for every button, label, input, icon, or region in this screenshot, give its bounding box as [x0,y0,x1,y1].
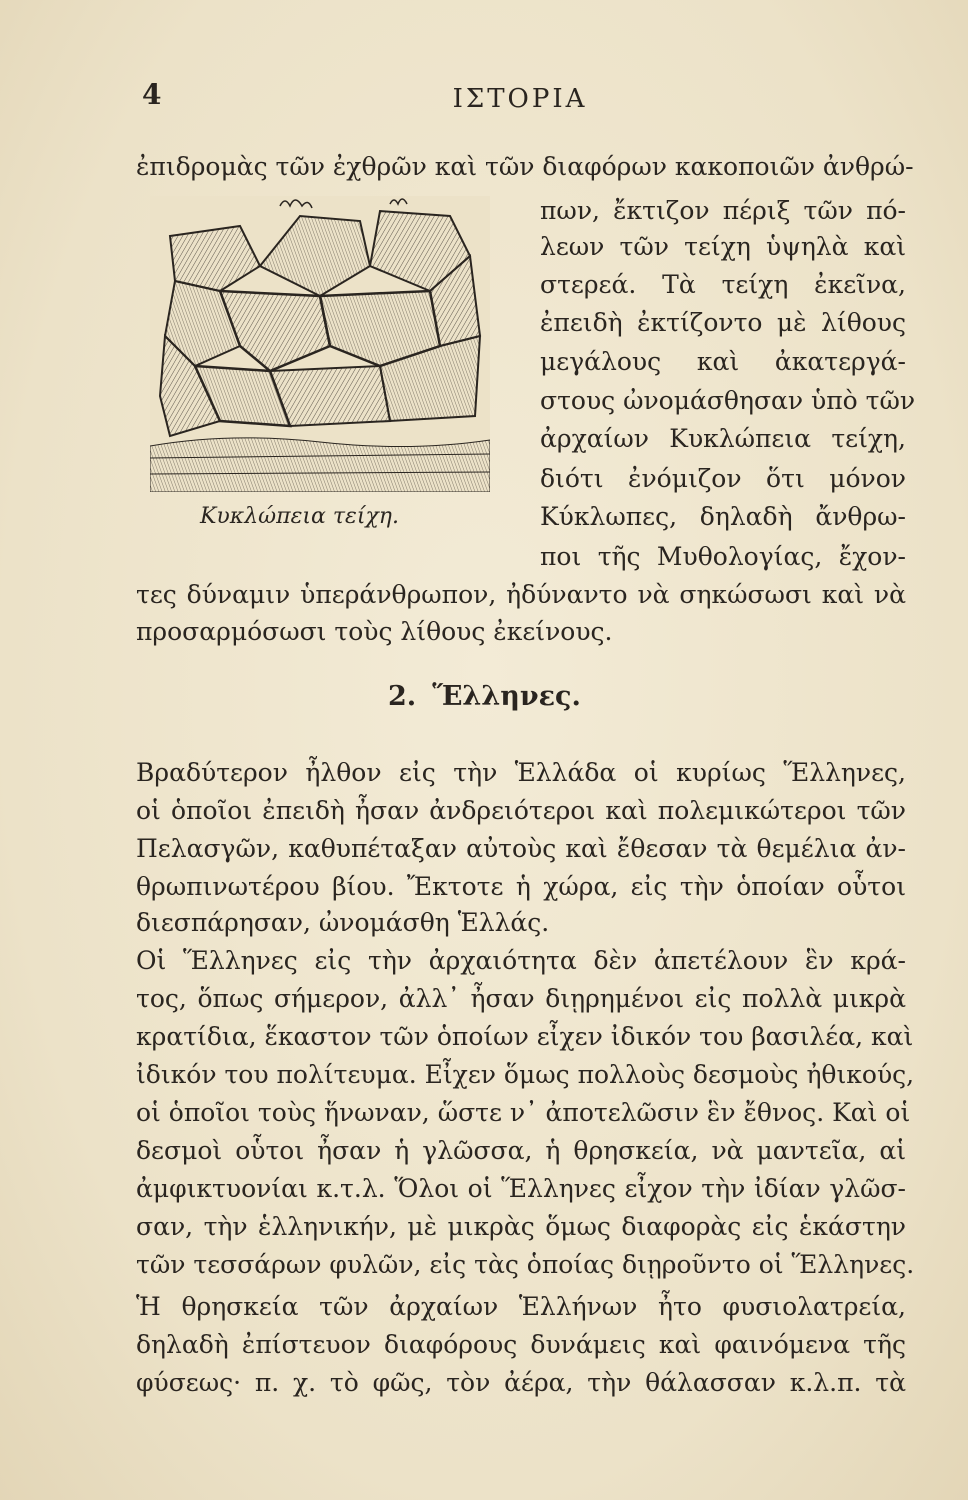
text-line: στερεά. Τὰ τείχη ἐκεῖνα, [540,270,906,299]
figure-caption: Κυκλώπεια τείχη. [200,504,399,529]
text-line: τες δύναμιν ὑπεράνθρωπον, ἠδύναντο νὰ σηκώσωσι καὶ νὰ [136,580,906,609]
text-line: σαν, τὴν ἑλληνικήν, μὲ μικρὰς ὅμως διαφορὰς εἰς ἑκάστην [136,1212,906,1241]
text-line: θρωπινωτέρου βίου. Ἔκτοτε ἡ χώρα, εἰς τὴν ὁποίαν οὗτοι [136,872,906,901]
section-title: Ἕλληνες. [432,681,581,712]
text-line: κρατίδια, ἕκαστον τῶν ὁποίων εἶχεν ἰδικόν του βασιλέα, καὶ [136,1022,914,1051]
text-line: Πελασγῶν, καθυπέταξαν αὐτοὺς καὶ ἔθεσαν τὰ θεμέλια ἀν- [136,834,906,863]
text-line: Ἡ θρησκεία τῶν ἀρχαίων Ἑλλήνων ἦτο φυσιολατρεία, [136,1292,906,1321]
text-line: τος, ὅπως σήμερον, ἀλλ᾽ ἦσαν διῃρημένοι εἰς πολλὰ μικρὰ [136,984,906,1013]
text-line: Βραδύτερον ἦλθον εἰς τὴν Ἑλλάδα οἱ κυρίως Ἕλληνες, [136,758,906,787]
text-line: προσαρμόσωσι τοὺς λίθους ἐκείνους. [136,617,613,646]
section-heading [388,681,581,712]
text-line: διότι ἐνόμιζον ὅτι μόνον [540,464,906,493]
text-line: Κύκλωπες, δηλαδὴ ἄνθρω- [540,502,906,531]
text-line: δεσμοὶ οὗτοι ἦσαν ἡ γλῶσσα, ἡ θρησκεία, νὰ μαντεῖα, αἱ [136,1136,906,1165]
text-line: Οἱ Ἕλληνες εἰς τὴν ἀρχαιότητα δὲν ἀπετέλουν ἓν κρά- [136,946,906,975]
text-line: ἀμφικτυονίαι κ.τ.λ. Ὅλοι οἱ Ἕλληνες εἶχον τὴν ἰδίαν γλῶσ- [136,1174,906,1203]
text-line: στους ὠνομάσθησαν ὑπὸ τῶν [540,386,916,415]
text-line: οἱ ὁποῖοι τοὺς ἥνωναν, ὥστε ν᾽ ἀποτελῶσιν ἓν ἔθνος. Καὶ οἱ [136,1098,911,1127]
section-number: 2. [388,681,417,712]
text-line: ποι τῆς Μυθολογίας, ἔχον- [540,542,906,571]
text-line: πων, ἔκτιζον πέριξ τῶν πό- [540,196,906,225]
text-line: οἱ ὁποῖοι ἐπειδὴ ἦσαν ἀνδρειότεροι καὶ πολεμικώτεροι τῶν [136,796,906,825]
text-line: φύσεως· π. χ. τὸ φῶς, τὸν ἀέρα, τὴν θάλασσαν κ.λ.π. τὰ [136,1368,906,1397]
running-head: ΙΣΤΟΡΙΑ [452,84,588,114]
text-line: ἐπειδὴ ἐκτίζοντο μὲ λίθους [540,308,906,337]
text-line: μεγάλους καὶ ἀκατεργά- [540,347,906,376]
text-line: ἀρχαίων Κυκλώπεια τείχη, [540,424,906,453]
cyclopean-walls-illustration [150,196,490,492]
text-line: ἐπιδρομὰς τῶν ἐχθρῶν καὶ τῶν διαφόρων κακοποιῶν ἀνθρώ- [136,152,914,181]
text-line: λεων τῶν τείχη ὑψηλὰ καὶ [540,232,906,261]
text-line: τῶν τεσσάρων φυλῶν, εἰς τὰς ὁποίας διῃροῦντο οἱ Ἕλληνες. [136,1250,915,1279]
text-line: ἰδικόν του πολίτευμα. Εἶχεν ὅμως πολλοὺς δεσμοὺς ἠθικούς, [136,1060,915,1089]
text-line: δηλαδὴ ἐπίστευον διαφόρους δυνάμεις καὶ φαινόμενα τῆς [136,1330,906,1359]
page-number: 4 [142,78,162,111]
text-line: διεσπάρησαν, ὠνομάσθη Ἑλλάς. [136,908,550,937]
